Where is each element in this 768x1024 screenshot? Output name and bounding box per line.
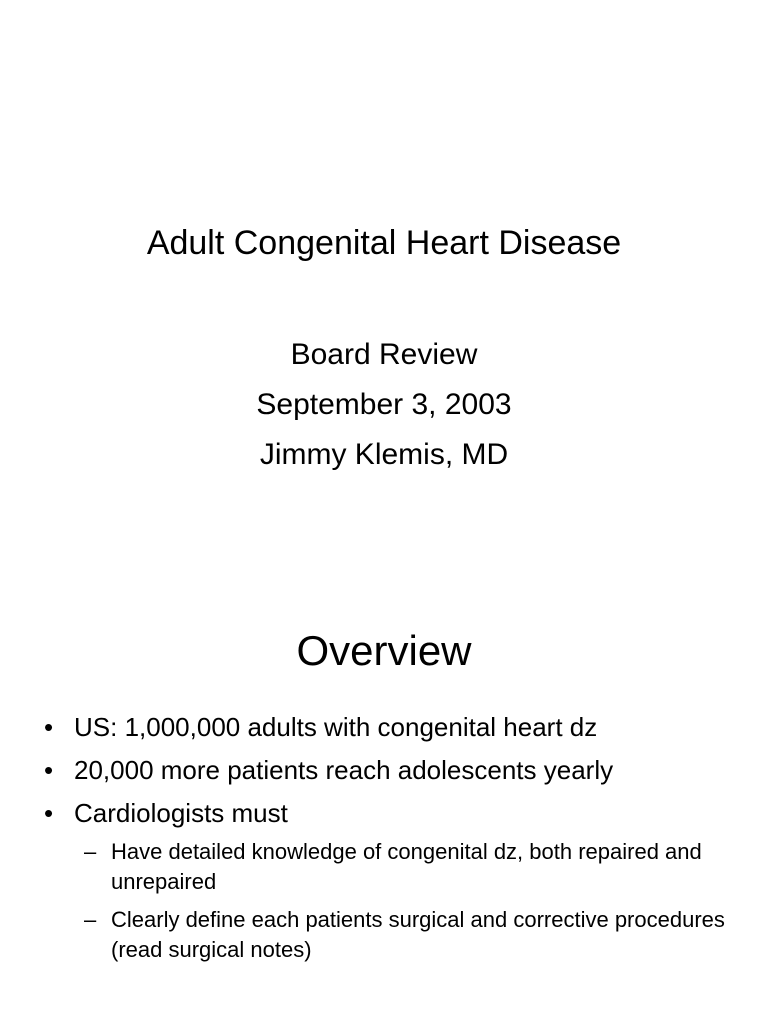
bullet-marker: • [44,798,54,828]
bullet-text: Cardiologists must [74,798,288,828]
bullet-list [44,712,744,973]
sub-bullet-marker: – [84,907,97,932]
presentation-title: Adult Congenital Heart Disease [146,224,622,262]
bullet-marker: • [44,712,54,742]
bullet-marker: • [44,755,54,785]
subtitle-date: September 3, 2003 [256,388,512,421]
bullet-text: US: 1,000,000 adults with congenital heart dz [74,712,598,742]
slide-title: Overview [296,627,472,674]
bullet-item [44,712,744,742]
subtitle-block [0,330,768,480]
sub-bullet-item [84,905,744,965]
sub-bullet-list [44,837,744,965]
sub-bullet-item [84,837,744,897]
bullet-item [44,755,744,785]
sub-bullet-text: Clearly define each patients surgical and corrective procedures (read surgical notes) [111,907,725,962]
bullet-item [44,798,744,828]
bullet-text: 20,000 more patients reach adolescents yearly [74,755,614,785]
subtitle-event: Board Review [290,338,478,371]
sub-bullet-text: Have detailed knowledge of congenital dz, both repaired and unrepaired [111,839,702,894]
sub-bullet-marker: – [84,839,97,864]
subtitle-author: Jimmy Klemis, MD [259,438,509,471]
overview-slide [0,576,768,1024]
